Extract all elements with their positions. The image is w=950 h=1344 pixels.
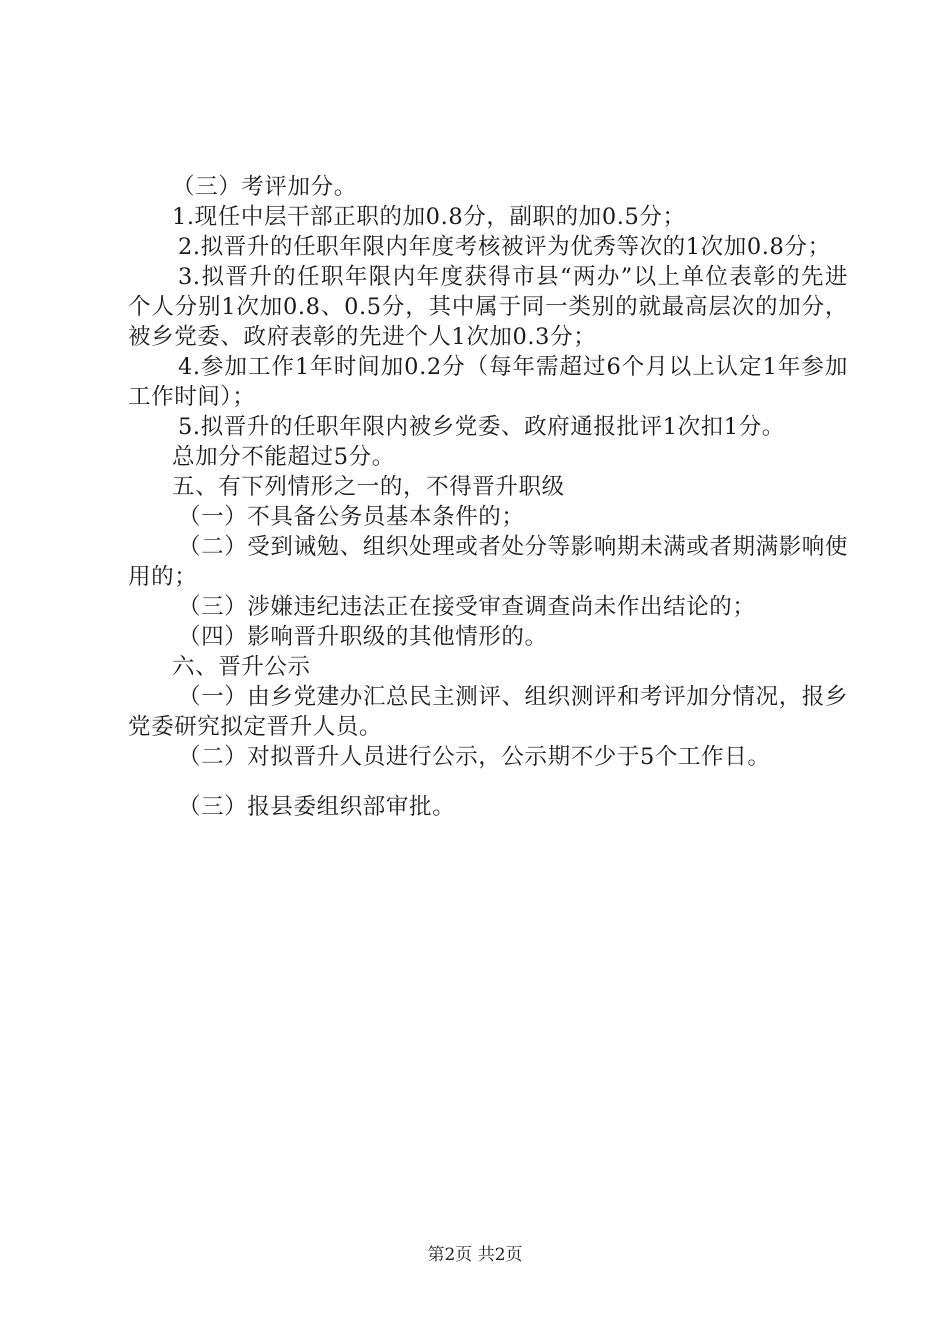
paragraph: （二）对拟晋升人员进行公示，公示期不少于5个工作日。	[178, 744, 771, 770]
paragraph: （一）由乡党建办汇总民主测评、组织测评和考评加分情况，报乡党委研究拟定晋升人员。	[128, 684, 848, 740]
document-body	[128, 172, 848, 822]
paragraph: 5.拟晋升的任职年限内被乡党委、政府通报批评1次扣1分。	[178, 414, 785, 440]
paragraph: 总加分不能超过5分。	[172, 444, 395, 470]
section-heading: 五、有下列情形之一的，不得晋升职级	[172, 474, 565, 500]
paragraph: （三）考评加分。	[172, 174, 357, 200]
paragraph: （二）受到诫勉、组织处理或者处分等影响期未满或者期满影响使用的；	[128, 534, 848, 590]
section-heading: 六、晋升公示	[172, 654, 311, 680]
paragraph: 3.拟晋升的任职年限内年度获得市县“两办”以上单位表彰的先进个人分别1次加0.8、0.5分，其中属于同一类别的就最高层次的加分，被乡党委、政府表彰的先进个人1次加0.3分；	[128, 264, 848, 350]
paragraph: （四）影响晋升职级的其他情形的。	[178, 624, 548, 650]
paragraph: 4.参加工作1年时间加0.2分（每年需超过6个月以上认定1年参加工作时间）；	[128, 354, 848, 410]
paragraph: 2.拟晋升的任职年限内年度考核被评为优秀等次的1次加0.8分；	[178, 234, 831, 260]
paragraph: （一）不具备公务员基本条件的；	[178, 504, 525, 530]
paragraph: （三）报县委组织部审批。	[178, 794, 456, 820]
paragraph: 1.现任中层干部正职的加0.8分，副职的加0.5分；	[172, 204, 686, 230]
page-footer: 第2页 共2页	[427, 1245, 523, 1265]
paragraph: （三）涉嫌违纪违法正在接受审查调查尚未作出结论的；	[178, 594, 756, 620]
